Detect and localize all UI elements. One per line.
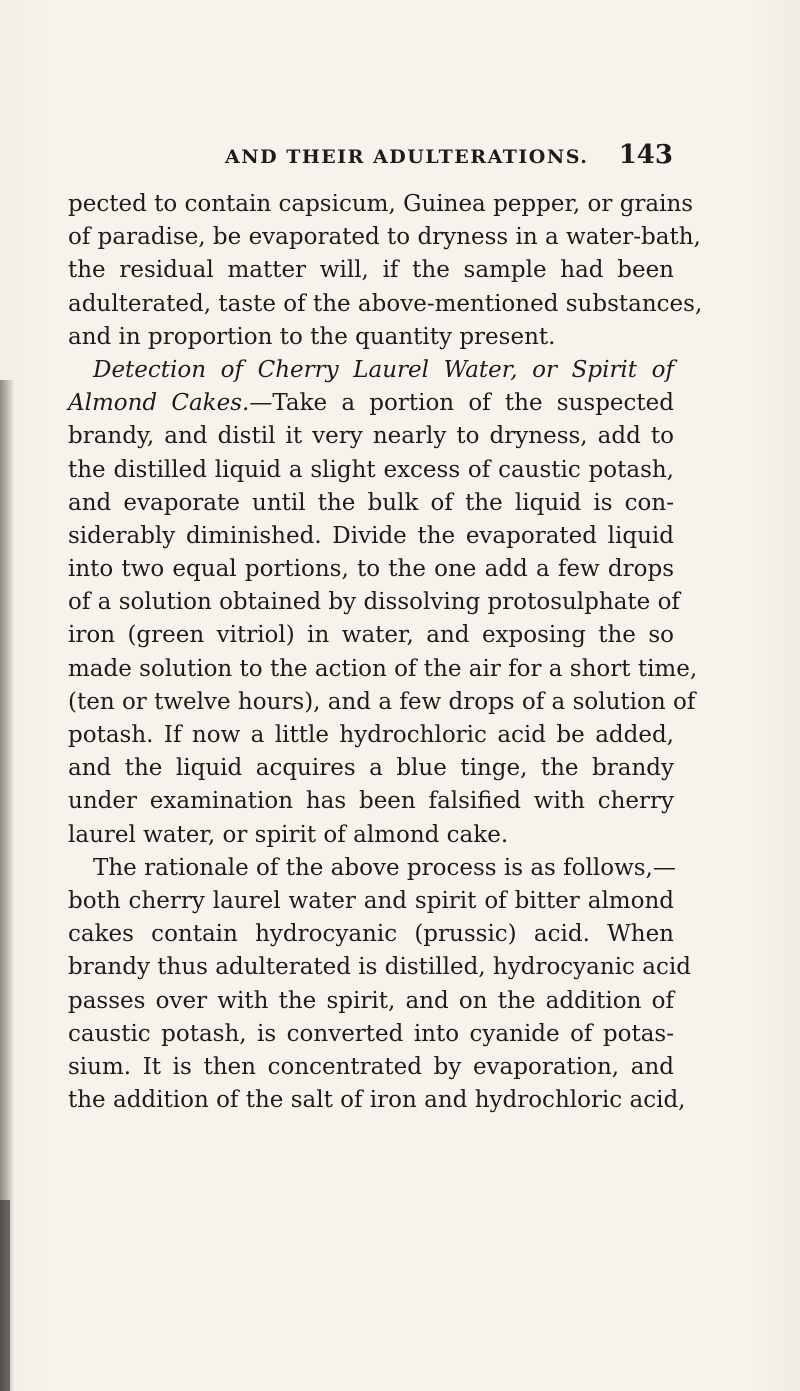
text-line: laurel water, or spirit of almond cake. <box>68 821 509 848</box>
text-line: and evaporate until the bulk of the liquid is con- <box>68 489 674 516</box>
text-line: adulterated, taste of the above-mentioned substances, <box>68 290 703 317</box>
text-line: the addition of the salt of iron and hydrochloric acid, <box>68 1087 686 1114</box>
text-line: cakes contain hydrocyanic (prussic) acid. When <box>68 921 674 948</box>
text-line: both cherry laurel water and spirit of bitter almond <box>68 887 674 914</box>
text-line: iron (green vitriol) in water, and exposing the so <box>68 622 674 649</box>
text-line: sium. It is then concentrated by evaporation, and <box>68 1053 674 1080</box>
section-heading: Detection of Cherry Laurel Water, or Spirit of <box>93 356 674 383</box>
text-line: potash. If now a little hydrochloric acid be added, <box>68 722 674 748</box>
text-line: of paradise, be evaporated to dryness in a water-bath, <box>68 224 701 251</box>
text-line: (ten or twelve hours), and a few drops of a solution of <box>68 688 696 715</box>
text-line: brandy thus adulterated is distilled, hydrocyanic acid <box>68 954 691 981</box>
text-line: the residual matter will, if the sample had been <box>68 257 674 284</box>
running-head: AND THEIR ADULTERATIONS. <box>225 146 589 168</box>
page-binding-edge <box>0 1200 10 1391</box>
page-number: 143 <box>618 140 673 170</box>
text-line: siderably diminished. Divide the evaporated liquid <box>68 522 674 549</box>
text-line: The rationale of the above process is as follows,— <box>93 854 676 881</box>
text-line: and the liquid acquires a blue tinge, the brandy <box>68 755 674 782</box>
section-heading-line <box>68 354 674 387</box>
section-heading: Almond Cakes. <box>68 390 250 417</box>
text-line: caustic potash, is converted into cyanide of potas- <box>68 1020 674 1047</box>
text-line: Almond Cakes.—Take a portion of the suspected <box>68 390 674 417</box>
text-line: under examination has been falsified with cherry <box>68 788 674 815</box>
text-line: the distilled liquid a slight excess of caustic potash, <box>68 456 674 483</box>
text-line: and in proportion to the quantity present. <box>68 323 556 350</box>
text-line: passes over with the spirit, and on the addition of <box>68 987 674 1014</box>
body-text <box>68 188 703 1117</box>
text-line: brandy, and distil it very nearly to dryness, add to <box>68 423 674 450</box>
text-line: made solution to the action of the air for a short time, <box>68 655 698 682</box>
text-line: of a solution obtained by dissolving protosulphate of <box>68 589 680 616</box>
text-line: pected to contain capsicum, Guinea pepper, or grains <box>68 191 694 217</box>
text-line: into two equal portions, to the one add a few drops <box>68 556 674 583</box>
